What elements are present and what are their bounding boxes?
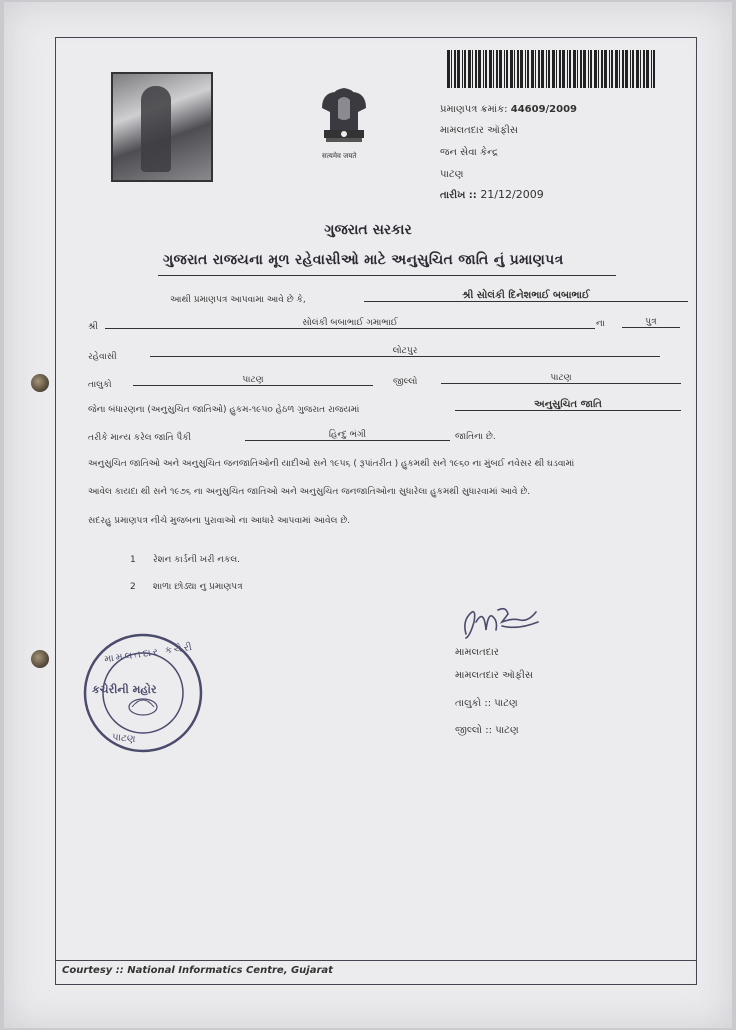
applicant-photo [111,72,213,182]
shri-label: શ્રી [88,322,98,332]
footer-divider [55,960,697,961]
residence-label: રહેવાસી [88,352,117,362]
proof-number: 1 [130,555,136,565]
caste-value: હિન્દુ ભંગી [245,430,450,441]
legal-text-line-2: આવેલ કાયદા થી સને ૧૯૭૬ ના અનુસુચિત જાતિઓ અને અનુસુચિત જનજાતિઓના સુધારેલા હુકમથી સુધારવામાં આવે છે. [88,487,531,497]
issue-date-value: 21/12/2009 [480,188,544,201]
issue-date [440,188,544,201]
caste-suffix: જાતિના છે. [455,432,496,442]
state-emblem-icon [316,78,372,146]
certificate-number-label: પ્રમાણપત્ર ક્રમાંક: [440,104,508,115]
father-name: સોલંકી બબાભાઈ ગમાભાઈ [105,318,595,329]
punch-hole-top [31,374,49,392]
officer-signature [458,600,548,642]
signatory-office: મામલતદાર ઑફીસ [455,670,533,681]
taluka-value: પાટણ [133,375,373,386]
title-underline [158,275,616,276]
issued-to-name: શ્રી સોલંકી દિનેશભાઈ બબાભાઈ [364,290,688,302]
residence-value: લોટપુર [150,346,660,357]
legal-text-line-3: સદરહુ પ્રમાણપત્ર નીચે મુજબના પુરાવાઓ ના આધારે આપવામાં આવેલ છે. [88,516,351,526]
proof-number: 2 [130,582,136,592]
seal-center-text: કચેરીની મહોર [92,683,157,696]
district-label: જીલ્લો [393,377,418,387]
legal-text-line-1: અનુસુચિત જાતિઓ અને અનુસુચિત જનજાતિઓની યાદીઓ સને ૧૯૫૬ ( રૂપાંતરીત ) હુકમથી સને ૧૯૬૦ ના મુંબઈ નવેસર થી ઘડવામાં [88,459,575,469]
seal-outer-text: મામલતદાર કચેરી [103,641,195,666]
certificate-number [440,104,577,115]
proof-item: શાળા છોડ્યા નુ પ્રમાણપત્ર [153,582,243,592]
certificate-title: ગુજરાત રાજયના મૂળ રહેવાસીઓ માટે અનુસુચિત જાતિ નું પ્રમાણપત્ર [163,252,564,268]
footer-courtesy: Courtesy :: National Informatics Centre, Gujarat [62,965,333,976]
certificate-number-value: 44609/2009 [510,104,578,115]
signatory-taluka: તાલુકો :: પાટણ [455,698,518,709]
proof-item: રેશન કાર્ડની ખરી નકલ. [153,555,241,565]
seal-bottom-text: પાટણ [111,731,136,746]
na-label: ના [596,319,605,329]
signatory-district: જીલ્લો :: પાટણ [455,725,519,736]
recognised-label: તરીકે માન્ય કરેલ જાતિ પૈકી [88,433,192,443]
issued-to-label: આથી પ્રમાણપત્ર આપવામા આવે છે કે, [170,295,306,305]
district-value: પાટણ [441,373,681,384]
barcode [447,50,657,88]
issue-date-label: તારીખ :: [440,190,477,201]
punch-hole-bottom [31,650,49,668]
office-place: પાટણ [440,169,464,180]
office-name: મામલતદાર ઑફીસ [440,125,518,136]
government-title: ગુજરાત સરકાર [324,222,412,238]
emblem-caption: सत्यमेव जयते [322,152,357,160]
signatory-designation: મામલતદાર [455,647,499,658]
constitution-text: જેના બંધારણના (અનુસુચિત જાતિઓ) હુકમ-૧૯૫૦ હેઠળ ગુજરાત રાજયમાં [88,405,360,415]
taluka-label: તાલુકો [88,380,112,390]
service-centre: જન સેવા કેન્દ્ર [440,147,499,158]
category-value: અનુસુચિત જાતિ [455,399,681,411]
relation-value: પુત્ર [622,317,680,328]
